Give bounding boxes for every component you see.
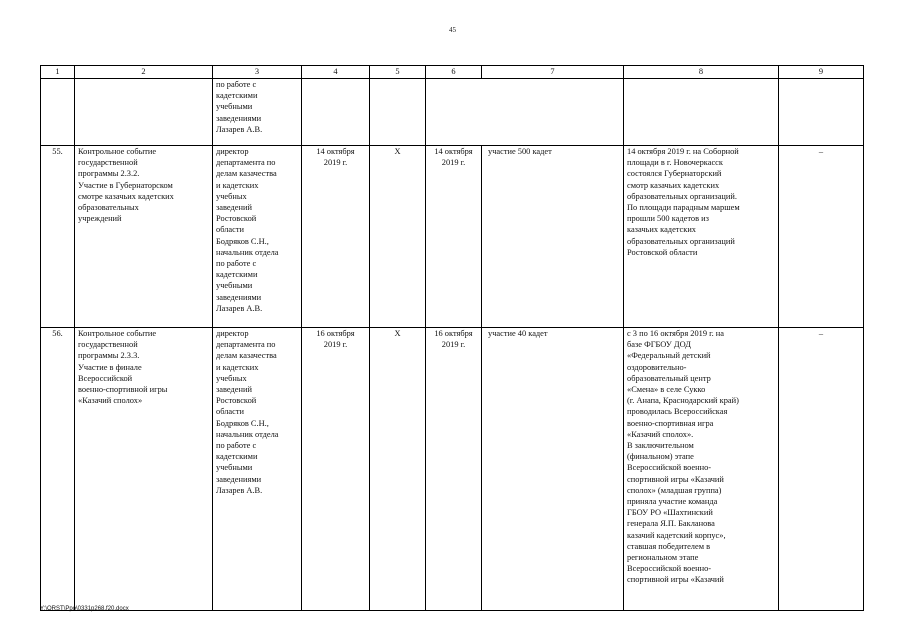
col5-cell: Х	[370, 146, 426, 328]
note-cell: –	[779, 146, 864, 328]
col5-cell	[370, 79, 426, 146]
planned-date-cell: 14 октября 2019 г.	[302, 146, 370, 328]
result-cell: с 3 по 16 октября 2019 г. на базе ФГБОУ ДОД «Федеральный детский оздоровительно- образовательный центр «Смена» в селе Сукко (г. Анапа, Краснодарский край) проводилась Всероссийская военно-спортивная игра «Казачий сполох». В заключительном (финальном) этапе Всероссийской военно- спортивной игры «Казачий сполох» (младшая группа) приняла участие команда ГБОУ РО «Шахтинский генерала Я.П. Бакланова казачий кадетский корпус», ставшая победителем в региональном этапе Всероссийской военно- спортивной игры «Казачий	[624, 328, 779, 611]
table-row-continuation	[41, 79, 864, 146]
result-cell: 14 октября 2019 г. на Соборной площади в г. Новочеркасск состоялся Губернаторский смотр казачьих кадетских образовательных организаций. По площади парадным маршем прошли 500 кадетов из казачьих кадетских образовательных организаций Ростовской области	[624, 146, 779, 328]
column-header: 2	[75, 66, 213, 79]
column-header: 8	[624, 66, 779, 79]
note-cell: –	[779, 328, 864, 611]
actual-date-cell	[426, 79, 624, 146]
column-header: 3	[213, 66, 302, 79]
row-number-cell: 56.	[41, 328, 75, 611]
table-row	[41, 146, 864, 328]
note-cell	[779, 79, 864, 146]
column-header: 4	[302, 66, 370, 79]
column-header: 6	[426, 66, 482, 79]
table-header-row	[41, 66, 864, 79]
event-cell	[75, 79, 213, 146]
column-header: 9	[779, 66, 864, 79]
column-header: 1	[41, 66, 75, 79]
actual-date-cell: 16 октября 2019 г.	[426, 328, 482, 611]
column-header: 5	[370, 66, 426, 79]
col5-cell: Х	[370, 328, 426, 611]
event-cell: Контрольное событие государственной программы 2.3.3. Участие в финале Всероссийской военно-спортивной игры «Казачий сполох»	[75, 328, 213, 611]
participation-cell: участие 40 кадет	[482, 328, 624, 611]
column-header: 7	[482, 66, 624, 79]
row-number-cell	[41, 79, 75, 146]
result-cell	[624, 79, 779, 146]
file-path-footer: Y:\ORST\Ppo\0331p268.f20.docx	[40, 606, 129, 612]
event-cell: Контрольное событие государственной программы 2.3.2. Участие в Губернаторском смотре казачьих кадетских образовательных учреждений	[75, 146, 213, 328]
planned-date-cell: 16 октября 2019 г.	[302, 328, 370, 611]
report-table	[40, 65, 864, 611]
page-number: 45	[449, 26, 456, 34]
participation-cell: участие 500 кадет	[482, 146, 624, 328]
actual-date-cell: 14 октября 2019 г.	[426, 146, 482, 328]
row-number-cell: 55.	[41, 146, 75, 328]
planned-date-cell	[302, 79, 370, 146]
responsible-cell: по работе с кадетскими учебными заведениями Лазарев А.В.	[213, 79, 302, 146]
table-row	[41, 328, 864, 611]
responsible-cell: директор департамента по делам казачества и кадетских учебных заведений Ростовской области Бодряков С.Н., начальник отдела по работе с кадетскими учебными заведениями Лазарев А.В.	[213, 146, 302, 328]
responsible-cell: директор департамента по делам казачества и кадетских учебных заведений Ростовской области Бодряков С.Н., начальник отдела по работе с кадетскими учебными заведениями Лазарев А.В.	[213, 328, 302, 611]
